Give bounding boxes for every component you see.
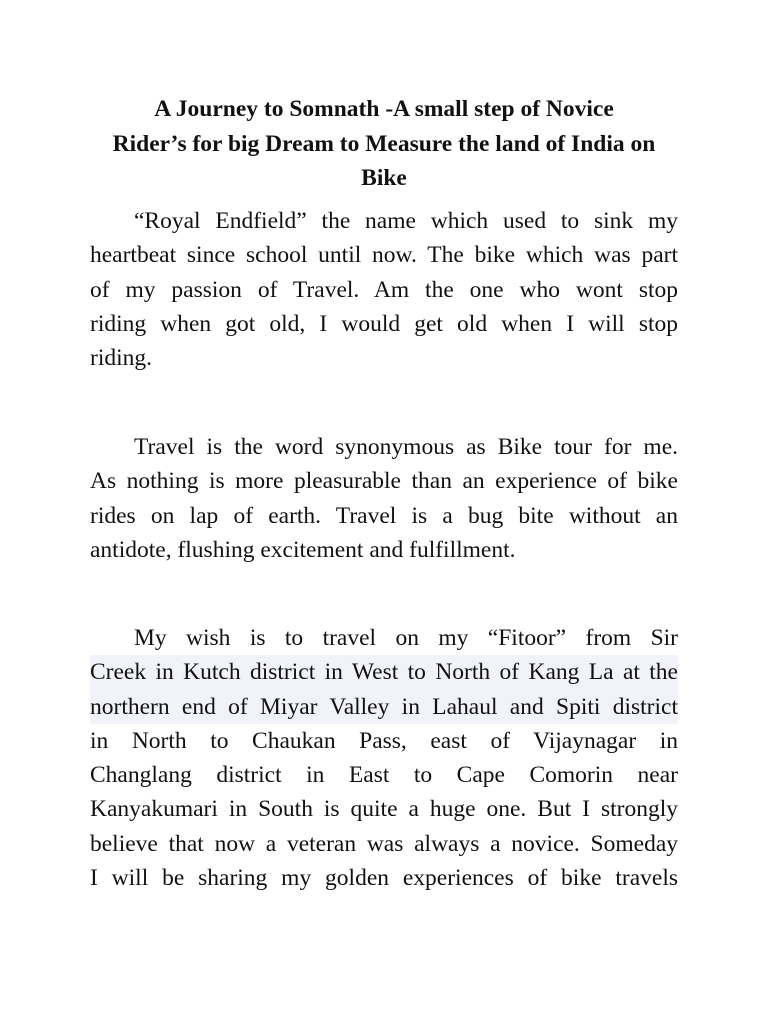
paragraph-travel [90, 430, 678, 567]
text-line: Creek in Kutch district in West to North of Kang La at the [90, 655, 678, 689]
text-line: rides on lap of earth. Travel is a bug bite without an [90, 502, 678, 529]
title-line: Rider’s for big Dream to Measure the land of India on [112, 130, 656, 157]
text-line: in North to Chaukan Pass, east of Vijaynagar in [90, 727, 678, 754]
text-line: “Royal Endfield” the name which used to sink my [134, 208, 678, 234]
text-line: northern end of Miyar Valley in Lahaul and Spiti district [90, 690, 678, 724]
document-title [90, 92, 678, 196]
paragraph-royal-enfield [90, 204, 678, 375]
text-line: Changlang district in East to Cape Comorin near [90, 762, 678, 789]
text-line: riding. [90, 345, 153, 372]
text-line: riding when got old, I would get old when I will stop [90, 310, 678, 337]
text-line: Kanyakumari in South is quite a huge one. But I strongly [90, 796, 678, 823]
text-line: of my passion of Travel. Am the one who wont stop [90, 276, 678, 303]
text-line: antidote, flushing excitement and fulfillment. [90, 536, 516, 563]
paragraph-wish [90, 621, 678, 895]
title-line: A Journey to Somnath -A small step of Novice [154, 96, 614, 122]
title-line: Bike [361, 165, 407, 191]
text-line: I will be sharing my golden experiences of bike travels [90, 865, 678, 892]
text-line: As nothing is more pleasurable than an experience of bike [90, 468, 678, 495]
text-line: Travel is the word synonymous as Bike tour for me. [134, 434, 678, 460]
text-line: My wish is to travel on my “Fitoor” from Sir [134, 625, 678, 651]
text-line: heartbeat since school until now. The bike which was part [90, 242, 678, 269]
text-line: believe that now a veteran was always a novice. Someday [90, 830, 678, 857]
